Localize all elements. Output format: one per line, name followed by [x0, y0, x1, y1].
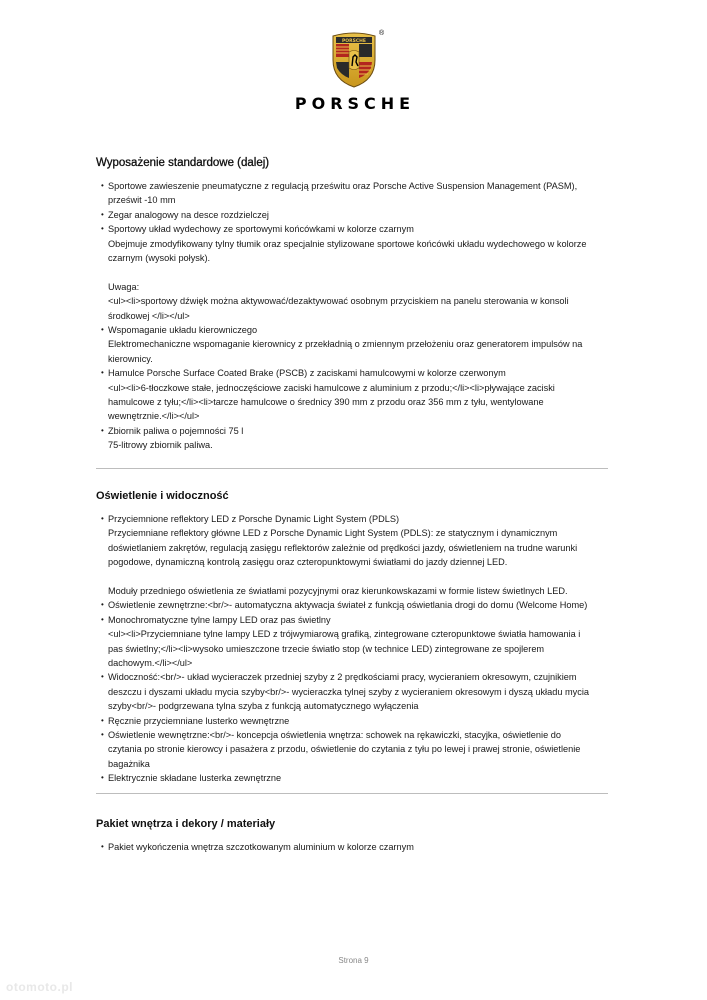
- item-detail: 75-litrowy zbiornik paliwa.: [108, 440, 213, 451]
- list-item: [102, 598, 616, 612]
- list-item: [102, 771, 616, 785]
- item-list: [96, 179, 616, 453]
- item-detail: czytania po stronie kierowcy i pasażera z przodu, oświetlenie do czytania z tyłu po lewej i prawej stronie, oświetlenie: [108, 744, 581, 755]
- item-detail: pas świetlny;</li><li>wysoko umieszczone trzecie światło stop (w technice LED) zintegrowane ze spojlerem: [108, 643, 545, 654]
- item-heading: • Zbiornik paliwa o pojemności 75 l: [108, 425, 244, 436]
- page-number: Strona 9: [338, 956, 369, 965]
- item-detail: [108, 570, 616, 584]
- item-detail: dachowym.</li></ul>: [108, 658, 193, 669]
- item-heading: • Przyciemnione reflektory LED z Porsche Dynamic Light System (PDLS): [108, 514, 400, 524]
- item-detail: <ul><li>sportowy dźwięk można aktywować/dezaktywować osobnym przyciskiem na panelu sterowania w konsoli: [108, 296, 569, 307]
- item-heading: • Ręcznie przyciemniane lusterko wewnętrzne: [108, 715, 290, 726]
- brand-header: [0, 30, 707, 88]
- item-detail: bagażnika: [108, 758, 150, 769]
- item-detail: deszczu i dyszami układu mycia szyby<br/>- wycieraczka tylnej szyby z wycieraniem okresowym i dyszą układu mycia: [108, 686, 589, 697]
- item-detail: doświetlaniem zakrętów, regulacją zasięgu reflektorów zależnie od prędkości jazdy, oświetleniem na trudne warunki: [108, 542, 578, 553]
- list-item: [102, 179, 616, 208]
- section-standard-equipment: [96, 157, 616, 453]
- item-detail: Przyciemniane reflektory główne LED z Porsche Dynamic Light System (PDLS): ze statycznym i dynamicznym: [108, 528, 558, 539]
- list-item: [102, 512, 616, 598]
- item-detail: [108, 265, 616, 279]
- porsche-crest-icon: [331, 30, 377, 88]
- item-detail: pogodowe, dynamiczną kontrolą zasięgu oraz czteropunktowymi światłami do jazdy dziennej LED.: [108, 557, 508, 568]
- section-lighting-visibility: [96, 490, 616, 786]
- item-heading: • Oświetlenie zewnętrzne:<br/>- automatyczna aktywacja świateł z funkcją oświetlania drogi do domu (Welcome Home): [108, 600, 588, 611]
- item-detail: kierownicy.: [108, 353, 153, 364]
- item-heading: • Monochromatyczne tylne lampy LED oraz pas świetlny: [108, 614, 331, 625]
- list-item: [102, 670, 616, 713]
- divider: [96, 468, 608, 469]
- item-detail: czarnym (wysoki połysk).: [108, 253, 211, 264]
- registered-mark: ®: [379, 30, 385, 37]
- item-detail: Moduły przedniego oświetlenia ze światłami pozycyjnymi oraz kierunkowskazami w formie listew świetlnych LED.: [108, 586, 568, 597]
- item-detail: prześwit -10 mm: [108, 195, 176, 206]
- item-detail: Uwaga:: [108, 281, 140, 292]
- list-item: [102, 728, 616, 771]
- item-detail: wewnętrznie.</li></ul>: [108, 411, 200, 422]
- item-heading: • Oświetlenie wewnętrzne:<br/>- koncepcja oświetlenia wnętrza: schowek na rękawiczki, stacyjka, oświetlenie do: [108, 730, 561, 741]
- section-title: Wyposażenie standardowe (dalej): [96, 157, 270, 169]
- item-heading: • Zegar analogowy na desce rozdzielczej: [108, 209, 269, 220]
- item-heading: • Sportowy układ wydechowy ze sportowymi końcówkami w kolorze czarnym: [108, 224, 414, 235]
- list-item: [102, 613, 616, 671]
- divider: [96, 793, 608, 794]
- item-heading: • Hamulce Porsche Surface Coated Brake (PSCB) z zaciskami hamulcowymi w kolorze czerwonym: [108, 368, 506, 379]
- item-detail: Obejmuje zmodyfikowany tylny tłumik oraz specjalnie stylizowane sportowe końcówki układu wydechowego w kolorze: [108, 238, 587, 249]
- crest-top-text: PORSCHE: [341, 39, 366, 44]
- item-detail: szyby<br/>- podgrzewana tylna szyba z funkcją automatycznego wyłączenia: [108, 701, 419, 712]
- item-heading: • Widoczność:<br/>- układ wycieraczek przedniej szyby z 2 prędkościami pracy, wycieraniem okresowym, czujnikiem: [108, 672, 577, 683]
- item-detail: środkowej </li></ul>: [108, 310, 190, 321]
- section-title: Oświetlenie i widoczność: [96, 490, 229, 502]
- item-detail: hamulcowe z tyłu;</li><li>tarcze hamulcowe o średnicy 390 mm z przodu oraz 356 mm z tyłu, wentylowane: [108, 397, 544, 408]
- list-item: [102, 323, 616, 366]
- list-item: [102, 714, 616, 728]
- list-item: [102, 424, 616, 453]
- watermark: otomoto.pl: [6, 980, 73, 994]
- item-heading: • Elektrycznie składane lusterka zewnętrzne: [108, 773, 282, 784]
- item-heading: • Wspomaganie układu kierowniczego: [108, 325, 258, 336]
- item-list: [96, 512, 616, 786]
- porsche-wordmark: PORSCHE: [294, 94, 416, 113]
- list-item: [102, 208, 616, 222]
- list-item: [102, 840, 616, 854]
- item-detail: <ul><li>Przyciemniane tylne lampy LED z trójwymiarową grafiką, zintegrowane czteropunktowe światła hamowania i: [108, 629, 581, 640]
- item-heading: • Sportowe zawieszenie pneumatyczne z regulacją prześwitu oraz Porsche Active Suspension Management (PASM),: [108, 181, 578, 191]
- section-interior-package: [96, 818, 616, 854]
- item-list: [96, 840, 616, 854]
- list-item: [102, 366, 616, 424]
- list-item: [102, 222, 616, 323]
- item-heading: • Pakiet wykończenia wnętrza szczotkowanym aluminium w kolorze czarnym: [108, 842, 414, 852]
- item-detail: Elektromechaniczne wspomaganie kierownicy z przekładnią o zmiennym przełożeniu oraz generatorem impulsów na: [108, 339, 583, 350]
- section-title: Pakiet wnętrza i dekory / materiały: [96, 818, 276, 830]
- item-detail: <ul><li>6-tłoczkowe stałe, jednoczęściowe zaciski hamulcowe z aluminium z przodu;</li><li>pływające zaciski: [108, 382, 555, 393]
